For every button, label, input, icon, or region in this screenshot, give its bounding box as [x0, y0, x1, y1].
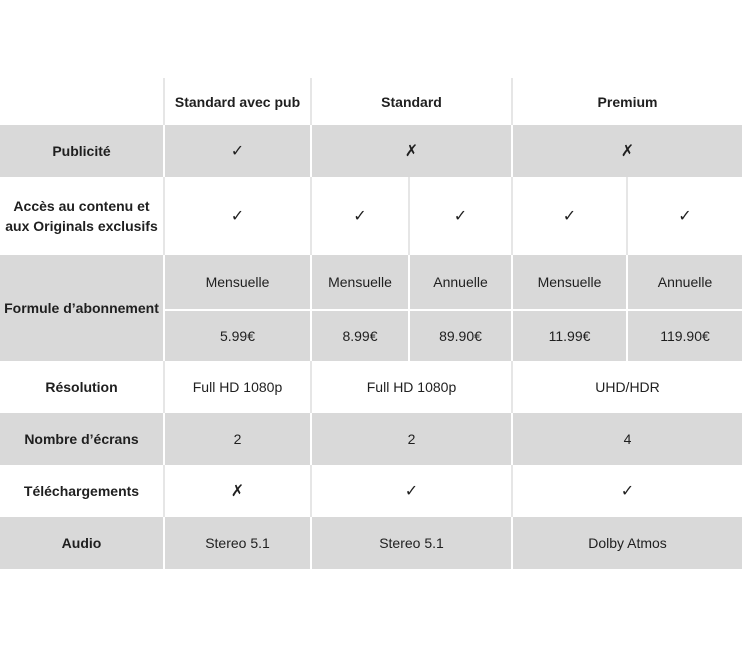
formule-standard-annual-type: Annuelle [409, 255, 512, 310]
resolution-standard-avec-pub: Full HD 1080p [164, 361, 311, 413]
formule-standard-avec-pub-type: Mensuelle [164, 255, 311, 310]
ecrans-standard-avec-pub: 2 [164, 413, 311, 465]
row-audio [0, 517, 742, 569]
ecrans-premium: 4 [512, 413, 742, 465]
plan-comparison-table [0, 78, 742, 569]
publicite-premium-cross-icon: ✗ [512, 125, 742, 177]
row-acces [0, 177, 742, 255]
row-label-telechargements: Téléchargements [0, 465, 164, 517]
acces-standard-annual-check-icon: ✓ [409, 177, 512, 255]
telechargements-premium-check-icon: ✓ [512, 465, 742, 517]
formule-premium-monthly-price: 11.99€ [512, 310, 627, 361]
audio-standard-avec-pub: Stereo 5.1 [164, 517, 311, 569]
formule-premium-monthly-type: Mensuelle [512, 255, 627, 310]
row-label-formule: Formule d’abonnement [0, 255, 164, 361]
audio-standard: Stereo 5.1 [311, 517, 512, 569]
acces-standard-avec-pub-check-icon: ✓ [164, 177, 311, 255]
telechargements-standard-check-icon: ✓ [311, 465, 512, 517]
formule-standard-monthly-type: Mensuelle [311, 255, 409, 310]
plan-comparison-table-wrapper [0, 78, 742, 569]
row-label-publicite: Publicité [0, 125, 164, 177]
formule-premium-annual-price: 119.90€ [627, 310, 742, 361]
resolution-premium: UHD/HDR [512, 361, 742, 413]
row-publicite [0, 125, 742, 177]
acces-premium-monthly-check-icon: ✓ [512, 177, 627, 255]
audio-premium: Dolby Atmos [512, 517, 742, 569]
formule-standard-avec-pub-price: 5.99€ [164, 310, 311, 361]
header-premium: Premium [512, 78, 742, 125]
publicite-standard-avec-pub-check-icon: ✓ [164, 125, 311, 177]
row-label-resolution: Résolution [0, 361, 164, 413]
row-resolution [0, 361, 742, 413]
header-row [0, 78, 742, 125]
row-label-acces: Accès au contenu et aux Originals exclusifs [0, 177, 164, 255]
resolution-standard: Full HD 1080p [311, 361, 512, 413]
row-label-audio: Audio [0, 517, 164, 569]
row-formule-type [0, 255, 742, 310]
telechargements-standard-avec-pub-cross-icon: ✗ [164, 465, 311, 517]
ecrans-standard: 2 [311, 413, 512, 465]
row-telechargements [0, 465, 742, 517]
formule-standard-annual-price: 89.90€ [409, 310, 512, 361]
header-standard-avec-pub: Standard avec pub [164, 78, 311, 125]
formule-premium-annual-type: Annuelle [627, 255, 742, 310]
acces-standard-monthly-check-icon: ✓ [311, 177, 409, 255]
publicite-standard-cross-icon: ✗ [311, 125, 512, 177]
row-ecrans [0, 413, 742, 465]
acces-premium-annual-check-icon: ✓ [627, 177, 742, 255]
header-empty-cell [0, 78, 164, 125]
formule-standard-monthly-price: 8.99€ [311, 310, 409, 361]
header-standard: Standard [311, 78, 512, 125]
row-label-ecrans: Nombre d’écrans [0, 413, 164, 465]
